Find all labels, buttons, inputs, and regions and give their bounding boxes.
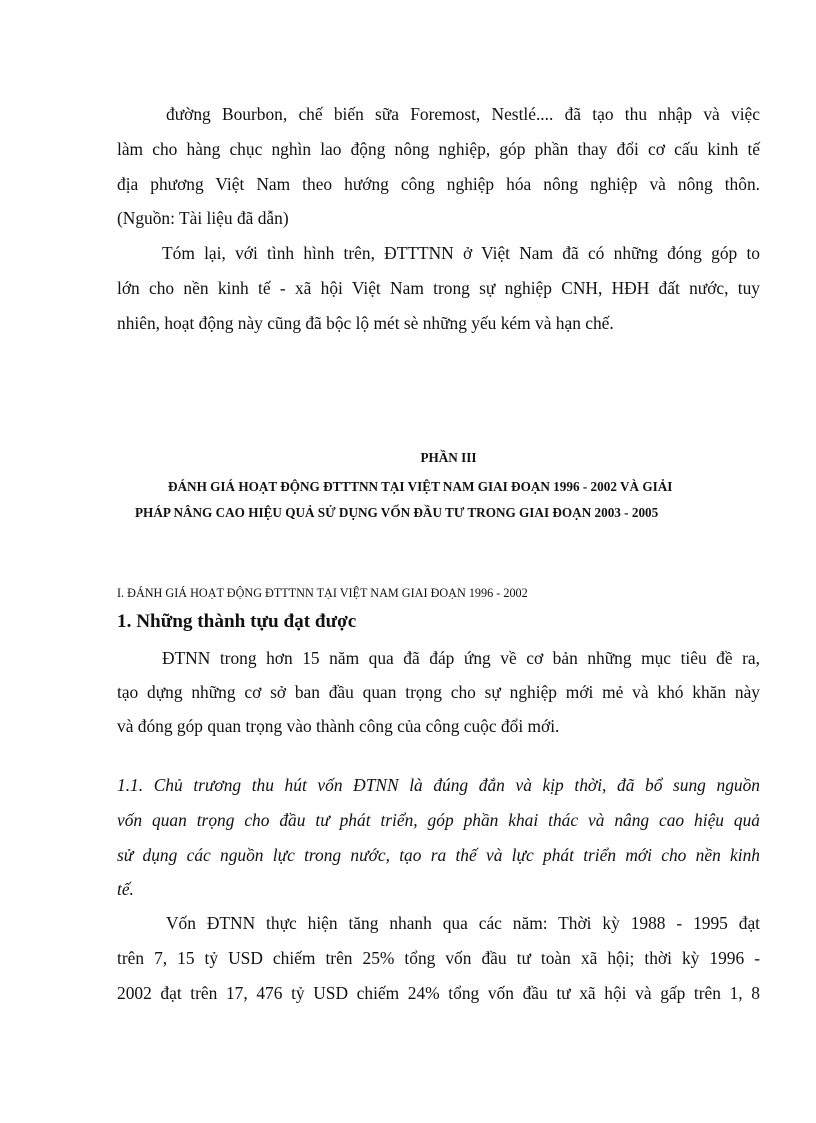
summary-line-3: nhiên, hoạt động này cũng đã bộc lộ mét sè những yếu kém và hạn chế. xyxy=(117,313,614,333)
achievements-line-2: tạo dựng những cơ sở ban đầu quan trọng cho sự nghiệp mới mẻ và khó khăn này xyxy=(117,682,760,702)
intro-line-4: (Nguồn: Tài liệu đã dẫn) xyxy=(117,208,289,228)
capital-line-3: 2002 đạt trên 17, 476 tỷ USD chiếm 24% tổng vốn đầu tư xã hội và gấp trên 1, 8 xyxy=(117,983,760,1003)
section-title: I. ĐÁNH GIÁ HOẠT ĐỘNG ĐTTTNN TẠI VIỆT NAM GIAI ĐOẠN 1996 - 2002 xyxy=(117,586,528,600)
intro-line-1: đường Bourbon, chế biến sữa Foremost, Nestlé.... đã tạo thu nhập và việc xyxy=(166,104,760,124)
summary-line-1: Tóm lại, với tình hình trên, ĐTTTNN ở Việt Nam đã có những đóng góp to xyxy=(162,243,760,263)
achievements-line-1: ĐTNN trong hơn 15 năm qua đã đáp ứng về cơ bản những mục tiêu đề ra, xyxy=(162,648,760,668)
summary-line-2: lớn cho nền kinh tế - xã hội Việt Nam trong sự nghiệp CNH, HĐH đất nước, tuy xyxy=(117,278,760,298)
intro-line-2: làm cho hàng chục nghìn lao động nông nghiệp, góp phần thay đổi cơ cấu kinh tế xyxy=(117,139,760,159)
capital-line-2: trên 7, 15 tỷ USD chiếm trên 25% tổng vốn đầu tư toàn xã hội; thời kỳ 1996 - xyxy=(117,948,760,968)
italic-line-1: 1.1. Chủ trương thu hút vốn ĐTNN là đúng đắn và kịp thời, đã bổ sung nguồn xyxy=(117,775,760,795)
achievements-line-3: và đóng góp quan trọng vào thành công của công cuộc đổi mới. xyxy=(117,716,560,736)
italic-line-2: vốn quan trọng cho đầu tư phát triển, góp phần khai thác và nâng cao hiệu quả xyxy=(117,810,760,830)
part-title-line-2: PHÁP NÂNG CAO HIỆU QUẢ SỬ DỤNG VỐN ĐẦU TƯ TRONG GIAI ĐOẠN 2003 - 2005 xyxy=(135,505,659,520)
capital-line-1: Vốn ĐTNN thực hiện tăng nhanh qua các năm: Thời kỳ 1988 - 1995 đạt xyxy=(166,913,760,933)
italic-line-3: sử dụng các nguồn lực trong nước, tạo ra thế và lực phát triển mới cho nền kinh xyxy=(117,845,760,865)
part-title-line-1: ĐÁNH GIÁ HOẠT ĐỘNG ĐTTTNN TẠI VIỆT NAM GIAI ĐOẠN 1996 - 2002 VÀ GIẢI xyxy=(168,479,673,494)
italic-line-4: tế. xyxy=(117,879,134,899)
intro-line-3: địa phương Việt Nam theo hướng công nghiệp hóa nông nghiệp và nông thôn. xyxy=(117,174,760,194)
part-label: PHẦN III xyxy=(420,450,477,465)
subheading: 1. Những thành tựu đạt được xyxy=(117,611,357,632)
